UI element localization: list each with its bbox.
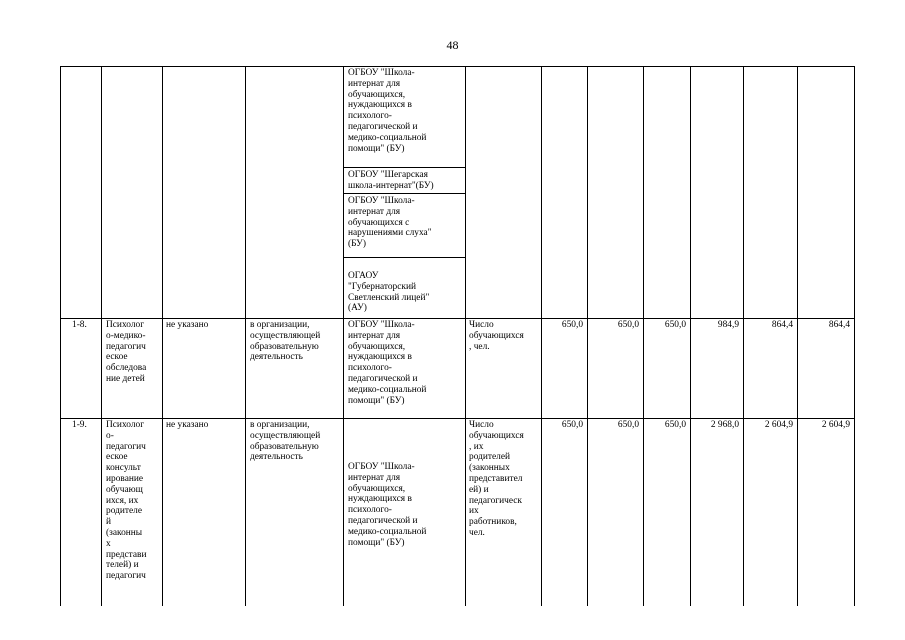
org-cell: ОГБОУ "Шегарская школа-интернат"(БУ) [348,170,434,191]
value-cell: 650,0 [617,320,639,330]
value-cell: 650,0 [561,420,583,430]
org-cell: ОГБОУ "Школа- интернат для обучающихся, нуждающихся в психолого- педагогической и медико-социальной помощи" (БУ) [348,68,427,154]
column-border [541,66,542,606]
column-border [643,66,644,606]
org-cell: ОГАОУ "Губернаторский Светленский лицей" (АУ) [348,271,430,314]
value-cell: 650,0 [617,420,639,430]
indicator: Число обучающихся , чел. [469,320,524,352]
org-divider [343,193,465,194]
conditions: в организации, осуществляющей образовательную деятельность [250,420,321,463]
column-border [245,66,246,606]
value-cell: 2 604,9 [821,420,850,430]
category: не указано [166,420,209,430]
row-divider [60,418,854,419]
value-cell: 650,0 [664,420,686,430]
column-border [101,66,102,606]
service-name: Психолог о-медико- педагогич еское обследова ние детей [106,320,147,384]
column-border [60,66,61,606]
page-number: 48 [446,38,459,52]
column-border [343,66,344,606]
row-number: 1-9. [72,420,87,430]
value-cell: 864,4 [771,320,793,330]
value-cell: 650,0 [561,320,583,330]
value-cell: 2 968,0 [710,420,739,430]
org-cell: ОГБОУ "Школа- интернат для обучающихся, нуждающихся в психолого- педагогической и медико-социальной помощи" (БУ) [348,462,427,548]
row-number: 1-8. [72,320,87,330]
value-cell: 650,0 [664,320,686,330]
row-divider [60,318,854,319]
service-name: Психолог о- педагогич еское консульт ирование обучающ ихся, их родителе й (законны х представи телей) и педагогич [106,420,147,582]
indicator: Число обучающихся , их родителей (законных представител ей) и педагогическ их работников, чел. [469,420,524,538]
org-cell: ОГБОУ "Школа- интернат для обучающихся, нуждающихся в психолого- педагогической и медико-социальной помощи" (БУ) [348,320,427,406]
value-cell: 2 604,9 [764,420,793,430]
conditions: в организации, осуществляющей образовательную деятельность [250,320,321,363]
value-cell: 984,9 [717,320,739,330]
table-top-border [60,66,854,67]
value-cell: 864,4 [828,320,850,330]
org-divider [343,257,465,258]
column-border [162,66,163,606]
category: не указано [166,320,209,330]
org-cell: ОГБОУ "Школа- интернат для обучающихся с нарушениями слуха" (БУ) [348,196,432,250]
column-border [587,66,588,606]
column-border [743,66,744,606]
column-border [465,66,466,606]
column-border [690,66,691,606]
column-border [797,66,798,606]
column-border [854,66,855,606]
org-divider [343,167,465,168]
